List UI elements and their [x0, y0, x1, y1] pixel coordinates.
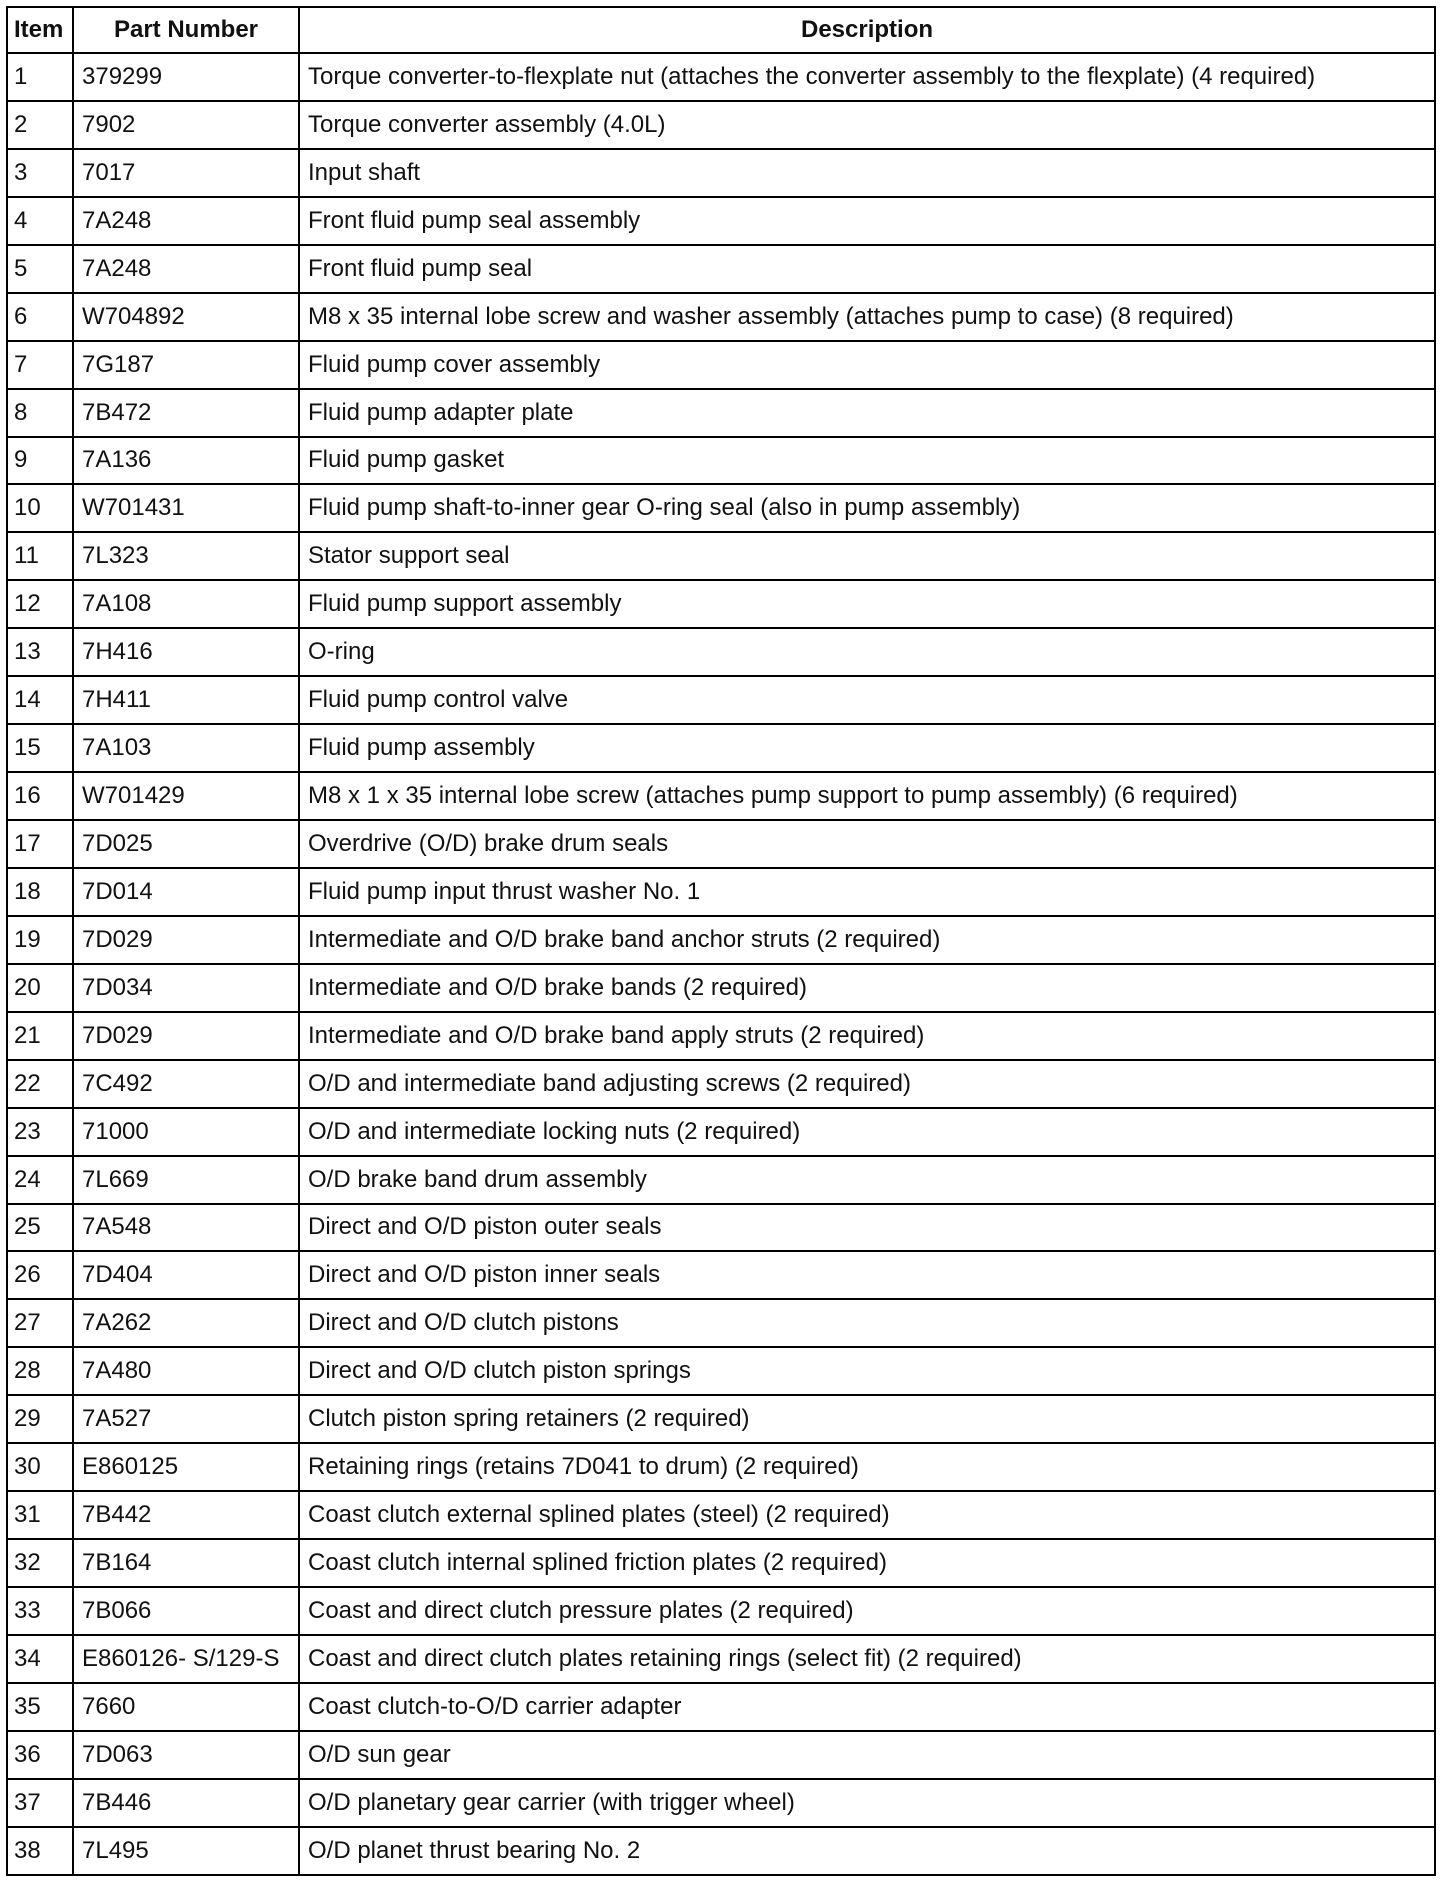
description-cell: Direct and O/D clutch piston springs [299, 1347, 1435, 1395]
table-row [7, 484, 1435, 532]
description-cell: Coast and direct clutch pressure plates (2 required) [299, 1587, 1435, 1635]
table-row [7, 1204, 1435, 1252]
table-row [7, 532, 1435, 580]
table-row [7, 1060, 1435, 1108]
header-item: Item [7, 7, 73, 53]
description-cell: Fluid pump support assembly [299, 580, 1435, 628]
item-cell: 16 [7, 772, 73, 820]
item-cell: 2 [7, 101, 73, 149]
description-cell: O/D planet thrust bearing No. 2 [299, 1827, 1435, 1875]
description-cell: Stator support seal [299, 532, 1435, 580]
part-number-cell: E860125 [73, 1443, 299, 1491]
item-cell: 17 [7, 820, 73, 868]
table-row [7, 389, 1435, 437]
table-row [7, 1491, 1435, 1539]
description-cell: Intermediate and O/D brake bands (2 required) [299, 964, 1435, 1012]
item-cell: 23 [7, 1108, 73, 1156]
table-row [7, 101, 1435, 149]
description-cell: M8 x 1 x 35 internal lobe screw (attaches pump support to pump assembly) (6 required) [299, 772, 1435, 820]
description-cell: O/D and intermediate locking nuts (2 required) [299, 1108, 1435, 1156]
part-number-cell: W701431 [73, 484, 299, 532]
item-cell: 20 [7, 964, 73, 1012]
description-cell: Fluid pump assembly [299, 724, 1435, 772]
table-row [7, 149, 1435, 197]
part-number-cell: 7D029 [73, 916, 299, 964]
part-number-cell: 7A248 [73, 245, 299, 293]
table-row [7, 1108, 1435, 1156]
part-number-cell: 7902 [73, 101, 299, 149]
table-row [7, 1683, 1435, 1731]
part-number-cell: 7B442 [73, 1491, 299, 1539]
part-number-cell: 71000 [73, 1108, 299, 1156]
item-cell: 14 [7, 676, 73, 724]
table-row [7, 724, 1435, 772]
item-cell: 15 [7, 724, 73, 772]
description-cell: Intermediate and O/D brake band anchor struts (2 required) [299, 916, 1435, 964]
header-description: Description [299, 7, 1435, 53]
item-cell: 30 [7, 1443, 73, 1491]
item-cell: 11 [7, 532, 73, 580]
part-number-cell: 7D025 [73, 820, 299, 868]
table-row [7, 245, 1435, 293]
part-number-cell: 7D029 [73, 1012, 299, 1060]
table-row [7, 868, 1435, 916]
item-cell: 1 [7, 53, 73, 101]
item-cell: 22 [7, 1060, 73, 1108]
part-number-cell: 7A108 [73, 580, 299, 628]
item-cell: 31 [7, 1491, 73, 1539]
part-number-cell: 7A248 [73, 197, 299, 245]
part-number-cell: 7G187 [73, 341, 299, 389]
item-cell: 27 [7, 1299, 73, 1347]
item-cell: 13 [7, 628, 73, 676]
description-cell: Fluid pump input thrust washer No. 1 [299, 868, 1435, 916]
part-number-cell: 7D014 [73, 868, 299, 916]
part-number-cell: 7017 [73, 149, 299, 197]
description-cell: O/D sun gear [299, 1731, 1435, 1779]
table-row [7, 676, 1435, 724]
item-cell: 21 [7, 1012, 73, 1060]
description-cell: Fluid pump adapter plate [299, 389, 1435, 437]
part-number-cell: 7B472 [73, 389, 299, 437]
table-row [7, 916, 1435, 964]
part-number-cell: 7A527 [73, 1395, 299, 1443]
part-number-cell: 7B066 [73, 1587, 299, 1635]
description-cell: O/D and intermediate band adjusting screws (2 required) [299, 1060, 1435, 1108]
description-cell: O/D brake band drum assembly [299, 1156, 1435, 1204]
table-row [7, 341, 1435, 389]
description-cell: Coast and direct clutch plates retaining rings (select fit) (2 required) [299, 1635, 1435, 1683]
description-cell: Front fluid pump seal assembly [299, 197, 1435, 245]
part-number-cell: 379299 [73, 53, 299, 101]
item-cell: 32 [7, 1539, 73, 1587]
table-row [7, 1156, 1435, 1204]
table-row [7, 1539, 1435, 1587]
description-cell: Overdrive (O/D) brake drum seals [299, 820, 1435, 868]
part-number-cell: 7A548 [73, 1204, 299, 1252]
part-number-cell: 7L669 [73, 1156, 299, 1204]
part-number-cell: 7A262 [73, 1299, 299, 1347]
part-number-cell: 7L323 [73, 532, 299, 580]
item-cell: 10 [7, 484, 73, 532]
part-number-cell: 7A136 [73, 437, 299, 485]
part-number-cell: 7B446 [73, 1779, 299, 1827]
item-cell: 4 [7, 197, 73, 245]
table-row [7, 628, 1435, 676]
item-cell: 9 [7, 437, 73, 485]
table-row [7, 1587, 1435, 1635]
table-row [7, 1443, 1435, 1491]
parts-table [6, 6, 1436, 1876]
description-cell: Coast clutch-to-O/D carrier adapter [299, 1683, 1435, 1731]
part-number-cell: W704892 [73, 293, 299, 341]
item-cell: 8 [7, 389, 73, 437]
item-cell: 3 [7, 149, 73, 197]
description-cell: Retaining rings (retains 7D041 to drum) (2 required) [299, 1443, 1435, 1491]
table-row [7, 1251, 1435, 1299]
item-cell: 24 [7, 1156, 73, 1204]
item-cell: 18 [7, 868, 73, 916]
table-row [7, 1827, 1435, 1875]
parts-table-body [7, 53, 1435, 1875]
part-number-cell: 7H416 [73, 628, 299, 676]
table-row [7, 1012, 1435, 1060]
description-cell: Torque converter assembly (4.0L) [299, 101, 1435, 149]
part-number-cell: 7L495 [73, 1827, 299, 1875]
description-cell: M8 x 35 internal lobe screw and washer assembly (attaches pump to case) (8 required) [299, 293, 1435, 341]
item-cell: 33 [7, 1587, 73, 1635]
part-number-cell: 7D404 [73, 1251, 299, 1299]
part-number-cell: 7A480 [73, 1347, 299, 1395]
part-number-cell: 7D034 [73, 964, 299, 1012]
item-cell: 29 [7, 1395, 73, 1443]
part-number-cell: 7660 [73, 1683, 299, 1731]
table-row [7, 1731, 1435, 1779]
description-cell: Direct and O/D piston outer seals [299, 1204, 1435, 1252]
description-cell: Direct and O/D piston inner seals [299, 1251, 1435, 1299]
description-cell: Input shaft [299, 149, 1435, 197]
item-cell: 7 [7, 341, 73, 389]
table-row [7, 1347, 1435, 1395]
table-row [7, 197, 1435, 245]
table-row [7, 293, 1435, 341]
description-cell: Coast clutch external splined plates (steel) (2 required) [299, 1491, 1435, 1539]
table-row [7, 437, 1435, 485]
item-cell: 35 [7, 1683, 73, 1731]
description-cell: Torque converter-to-flexplate nut (attaches the converter assembly to the flexplate) (4 required) [299, 53, 1435, 101]
table-row [7, 53, 1435, 101]
item-cell: 5 [7, 245, 73, 293]
description-cell: Fluid pump control valve [299, 676, 1435, 724]
description-cell: Intermediate and O/D brake band apply struts (2 required) [299, 1012, 1435, 1060]
item-cell: 25 [7, 1204, 73, 1252]
description-cell: Front fluid pump seal [299, 245, 1435, 293]
item-cell: 26 [7, 1251, 73, 1299]
description-cell: O/D planetary gear carrier (with trigger wheel) [299, 1779, 1435, 1827]
item-cell: 19 [7, 916, 73, 964]
table-row [7, 1635, 1435, 1683]
part-number-cell: W701429 [73, 772, 299, 820]
table-row [7, 580, 1435, 628]
table-row [7, 820, 1435, 868]
part-number-cell: 7H411 [73, 676, 299, 724]
part-number-cell: 7B164 [73, 1539, 299, 1587]
description-cell: O-ring [299, 628, 1435, 676]
header-row [7, 7, 1435, 53]
description-cell: Fluid pump gasket [299, 437, 1435, 485]
table-row [7, 1779, 1435, 1827]
description-cell: Coast clutch internal splined friction plates (2 required) [299, 1539, 1435, 1587]
item-cell: 37 [7, 1779, 73, 1827]
table-row [7, 1395, 1435, 1443]
table-row [7, 772, 1435, 820]
table-row [7, 1299, 1435, 1347]
part-number-cell: E860126- S/129-S [73, 1635, 299, 1683]
item-cell: 6 [7, 293, 73, 341]
description-cell: Clutch piston spring retainers (2 required) [299, 1395, 1435, 1443]
part-number-cell: 7D063 [73, 1731, 299, 1779]
part-number-cell: 7A103 [73, 724, 299, 772]
item-cell: 34 [7, 1635, 73, 1683]
item-cell: 36 [7, 1731, 73, 1779]
description-cell: Fluid pump shaft-to-inner gear O-ring seal (also in pump assembly) [299, 484, 1435, 532]
header-part-number: Part Number [73, 7, 299, 53]
item-cell: 38 [7, 1827, 73, 1875]
part-number-cell: 7C492 [73, 1060, 299, 1108]
description-cell: Direct and O/D clutch pistons [299, 1299, 1435, 1347]
description-cell: Fluid pump cover assembly [299, 341, 1435, 389]
item-cell: 28 [7, 1347, 73, 1395]
item-cell: 12 [7, 580, 73, 628]
table-row [7, 964, 1435, 1012]
